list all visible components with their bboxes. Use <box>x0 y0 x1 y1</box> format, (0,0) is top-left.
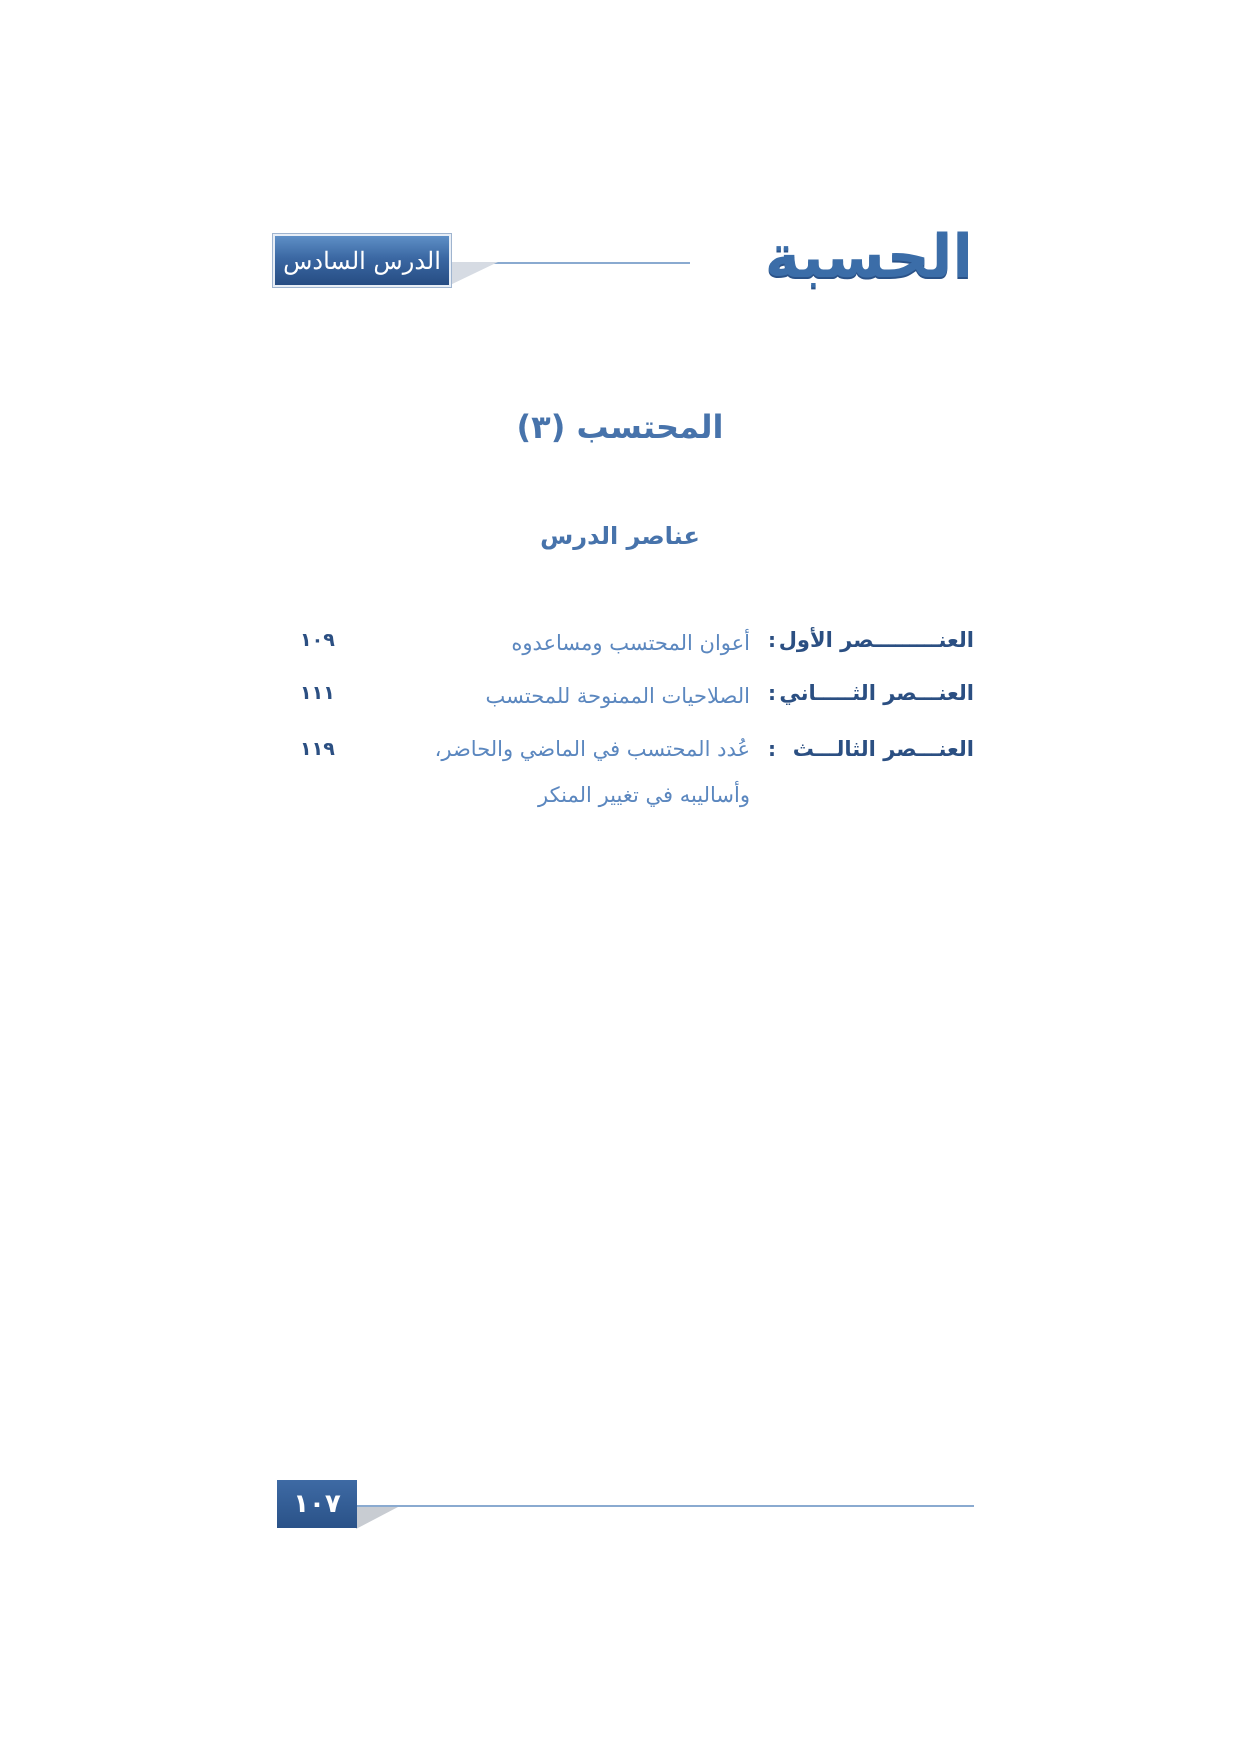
lesson-badge-label: الدرس السادس <box>283 246 441 275</box>
chapter-title: الحسبة <box>764 222 973 292</box>
element-page-number: ١١١ <box>300 682 335 704</box>
footer-shadow <box>356 1507 398 1529</box>
footer-rule <box>356 1505 974 1507</box>
element-separator: : <box>768 681 776 705</box>
lesson-badge-shadow <box>448 262 498 286</box>
element-page-number: ١١٩ <box>300 738 335 760</box>
element-label: العنـــصر الثـــــاني <box>779 681 974 705</box>
element-separator: : <box>768 737 776 761</box>
element-row-2 <box>300 673 974 713</box>
subject-title: المحتسب (٣) <box>516 408 724 446</box>
element-page-number: ١٠٩ <box>300 629 335 651</box>
element-separator: : <box>768 628 776 652</box>
element-row-1 <box>300 620 974 660</box>
element-label: العنـــصر الثالـــث <box>792 737 974 761</box>
lesson-badge <box>273 234 451 287</box>
page-number: ١٠٧ <box>293 1489 341 1519</box>
element-label: العنـــــــــصر الأول <box>778 628 974 652</box>
element-text: أعوان المحتسب ومساعدوه <box>511 631 750 655</box>
page-number-box <box>277 1480 357 1528</box>
elements-heading: عناصر الدرس <box>540 522 700 550</box>
element-text: عُدد المحتسب في الماضي والحاضر، وأساليبه في تغيير المنكر <box>434 737 750 807</box>
element-text: الصلاحيات الممنوحة للمحتسب <box>485 684 750 708</box>
element-row-3 <box>300 729 974 807</box>
